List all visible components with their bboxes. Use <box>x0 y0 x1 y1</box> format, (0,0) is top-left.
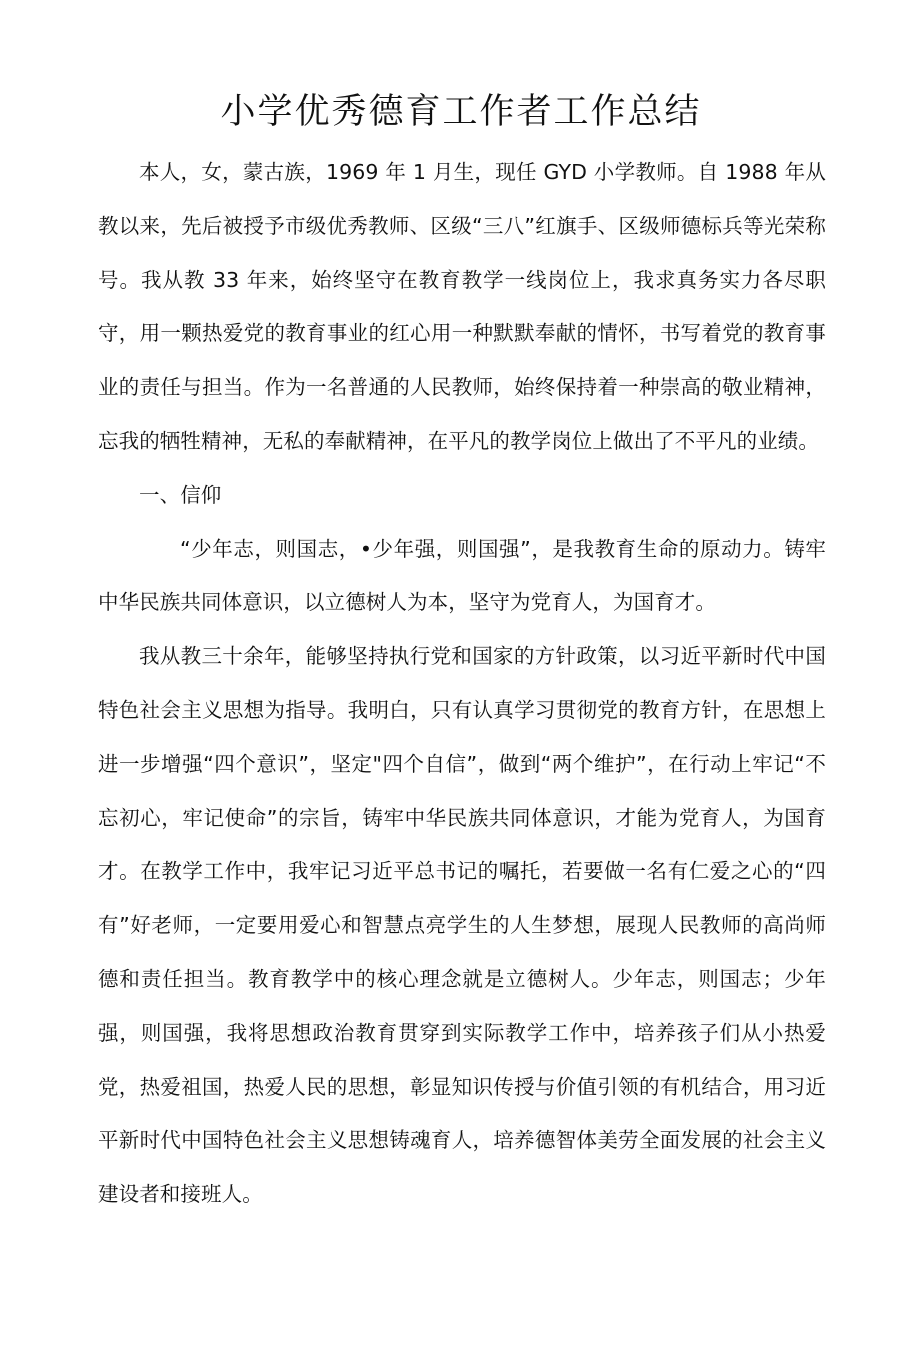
paragraph-introduction: 本人，女，蒙古族，1969 年 1 月生，现任 GYD 小学教师。自 1988 年从教以来，先后被授予市级优秀教师、区级“三八”红旗手、区级师德标兵等光荣称号。我从教 33 年来，始终坚守在教育教学一线岗位上，我求真务实力各尽职守，用一颗热爱党的教育事业的红心用一种默默奉献的情怀，书写着党的教育事业的责任与担当。作为一名普通的人民教师，始终保持着一种崇高的敬业精神，忘我的牺牲精神，无私的奉献精神，在平凡的教学岗位上做出了不平凡的业绩。 <box>98 160 826 453</box>
document-body <box>98 146 826 1222</box>
paragraph-belief-quote: “少年志，则国志，•少年强，则国强”，是我教育生命的原动力。铸牢中华民族共同体意识，以立德树人为本，坚守为党育人，为国育才。 <box>98 536 826 615</box>
section-heading-belief: 一、信仰 <box>139 482 222 507</box>
paragraph-belief-detail: 我从教三十余年，能够坚持执行党和国家的方针政策，以习近平新时代中国特色社会主义思想为指导。我明白，只有认真学习贯彻党的教育方针，在思想上进一步增强“四个意识”，坚定"四个自信”，做到“两个维护”，在行动上牢记“不忘初心，牢记使命”的宗旨，铸牢中华民族共同体意识，才能为党育人，为国育才。在教学工作中，我牢记习近平总书记的嘱托，若要做一名有仁爱之心的“四有”好老师，一定要用爱心和智慧点亮学生的人生梦想，展现人民教师的高尚师德和责任担当。教育教学中的核心理念就是立德树人。少年志，则国志；少年强，则国强，我将思想政治教育贯穿到实际教学工作中，培养孩子们从小热爱党，热爱祖国，热爱人民的思想，彰显知识传授与价值引领的有机结合，用习近平新时代中国特色社会主义思想铸魂育人，培养德智体美劳全面发展的社会主义建设者和接班人。 <box>98 644 826 1207</box>
document-title: 小学优秀德育工作者工作总结 <box>220 92 702 132</box>
